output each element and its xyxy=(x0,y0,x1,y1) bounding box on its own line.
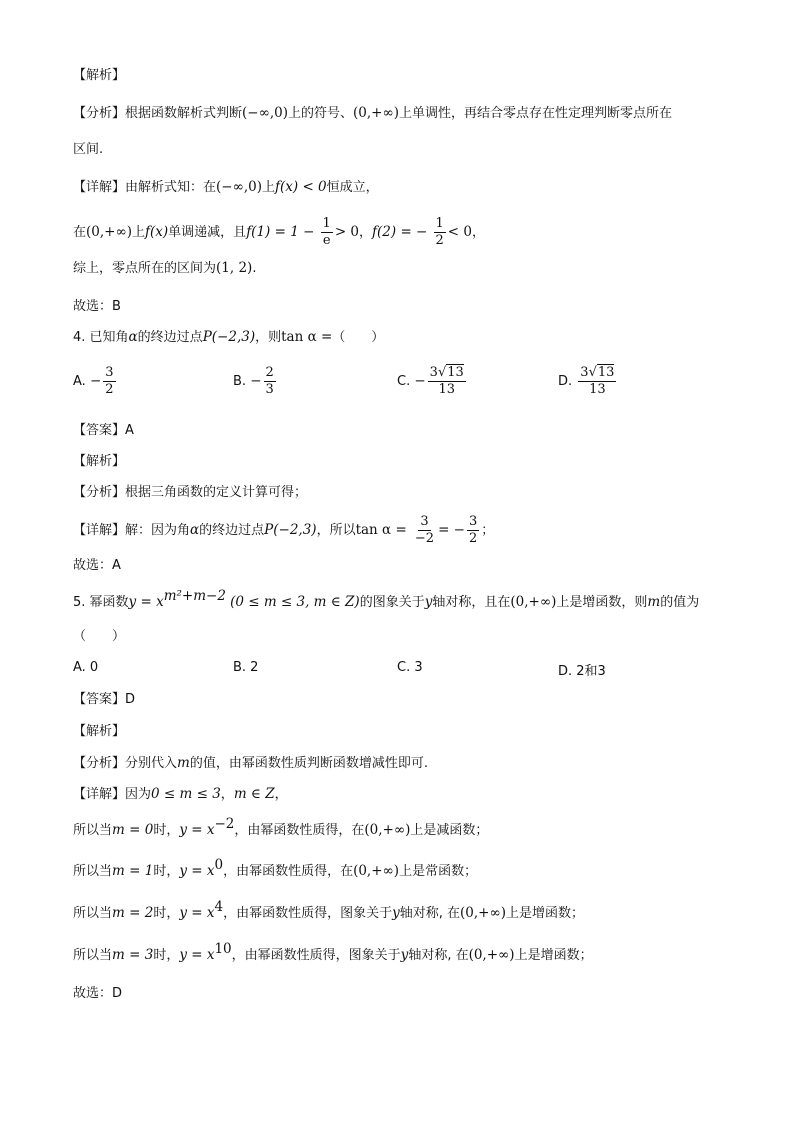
q5-option-a: A. 0 xyxy=(73,660,99,675)
fraction-1-over-2: $\frac{1}{2}$ xyxy=(435,216,444,248)
detail-line-2: 在(0,+∞)上f(x)单调递减，且f(1) = 1 − $\frac{1}{e}$ > 0，f(2) = − $\frac{1}{2}$ < 0， xyxy=(73,216,486,248)
q5-option-d: D. 2和3 xyxy=(558,664,606,679)
q5-option-b: B. 2 xyxy=(233,660,259,675)
q5-analysis-heading: 【解析】 xyxy=(73,724,126,739)
q4-choice: 故选：A xyxy=(73,558,121,573)
question-5: 5. 幂函数$y = x^{m^2+m-2}$ (0 ≤ m ≤ 3, m ∈ Z)的图象关于y轴对称，且在(0,+∞)上是增函数，则m的值为 xyxy=(73,588,700,610)
detail-line-1: 【详解】由解析式知：在(−∞,0)上f(x) < 0恒成立， xyxy=(73,179,379,195)
q5-case-m3: 所以当m = 3时，$y = x^{10}$，由幂函数性质得，图象关于y轴对称, 在(0,+∞)上是增函数； xyxy=(73,941,593,963)
fraction-1-over-e: $\frac{1}{e}$ xyxy=(322,216,331,248)
q5-case-m0: 所以当m = 0时，$y = x^{-2}$，由幂函数性质得，在(0,+∞)上是减函数； xyxy=(73,816,489,838)
q4-option-d: D. $\frac{3√13}{13}$ xyxy=(558,365,615,397)
q5-detail: 【详解】因为0 ≤ m ≤ 3，m ∈ Z， xyxy=(73,786,288,802)
q4-detail: 【详解】解：因为角α的终边过点P(−2,3)，所以tan α = $\frac{3}{-2}$ = − $\frac{3}{2}$ ； xyxy=(73,514,495,546)
q5-case-m1: 所以当m = 1时，$y = x^0$，由幂函数性质得，在(0,+∞)上是常函数； xyxy=(73,857,478,879)
question-4: 4. 已知角α的终边过点P(−2,3)，则tan α =（ ） xyxy=(73,329,385,345)
q4-option-c: C. − $\frac{3√13}{13}$ xyxy=(397,365,464,397)
analysis-text-cont: 区间. xyxy=(73,142,104,157)
question-5-paren: （ ） xyxy=(73,629,126,644)
choice-line: 故选：B xyxy=(73,299,121,314)
q5-answer: 【答案】D xyxy=(73,692,136,707)
q5-option-c: C. 3 xyxy=(397,660,423,675)
q4-analysis-heading: 【解析】 xyxy=(73,454,126,469)
analysis-heading: 【解析】 xyxy=(73,68,126,83)
q4-option-a: A. − $\frac{3}{2}$ xyxy=(73,365,114,397)
q5-analysis: 【分析】分别代入m的值，由幂函数性质判断函数增减性即可. xyxy=(73,755,428,771)
detail-conclusion: 综上，零点所在的区间为(1, 2). xyxy=(73,260,257,276)
q4-option-b: B. − $\frac{2}{3}$ xyxy=(233,365,274,397)
analysis-text: 【分析】根据函数解析式判断(−∞,0)上的符号、(0,+∞)上单调性，再结合零点存在性定理判断零点所在 xyxy=(73,105,673,121)
q4-analysis: 【分析】根据三角函数的定义计算可得； xyxy=(73,485,308,500)
q4-answer: 【答案】A xyxy=(73,423,134,438)
q5-choice: 故选：D xyxy=(73,986,123,1001)
q5-case-m2: 所以当m = 2时，$y = x^4$，由幂函数性质得，图象关于y轴对称, 在(0,+∞)上是增函数； xyxy=(73,899,584,921)
